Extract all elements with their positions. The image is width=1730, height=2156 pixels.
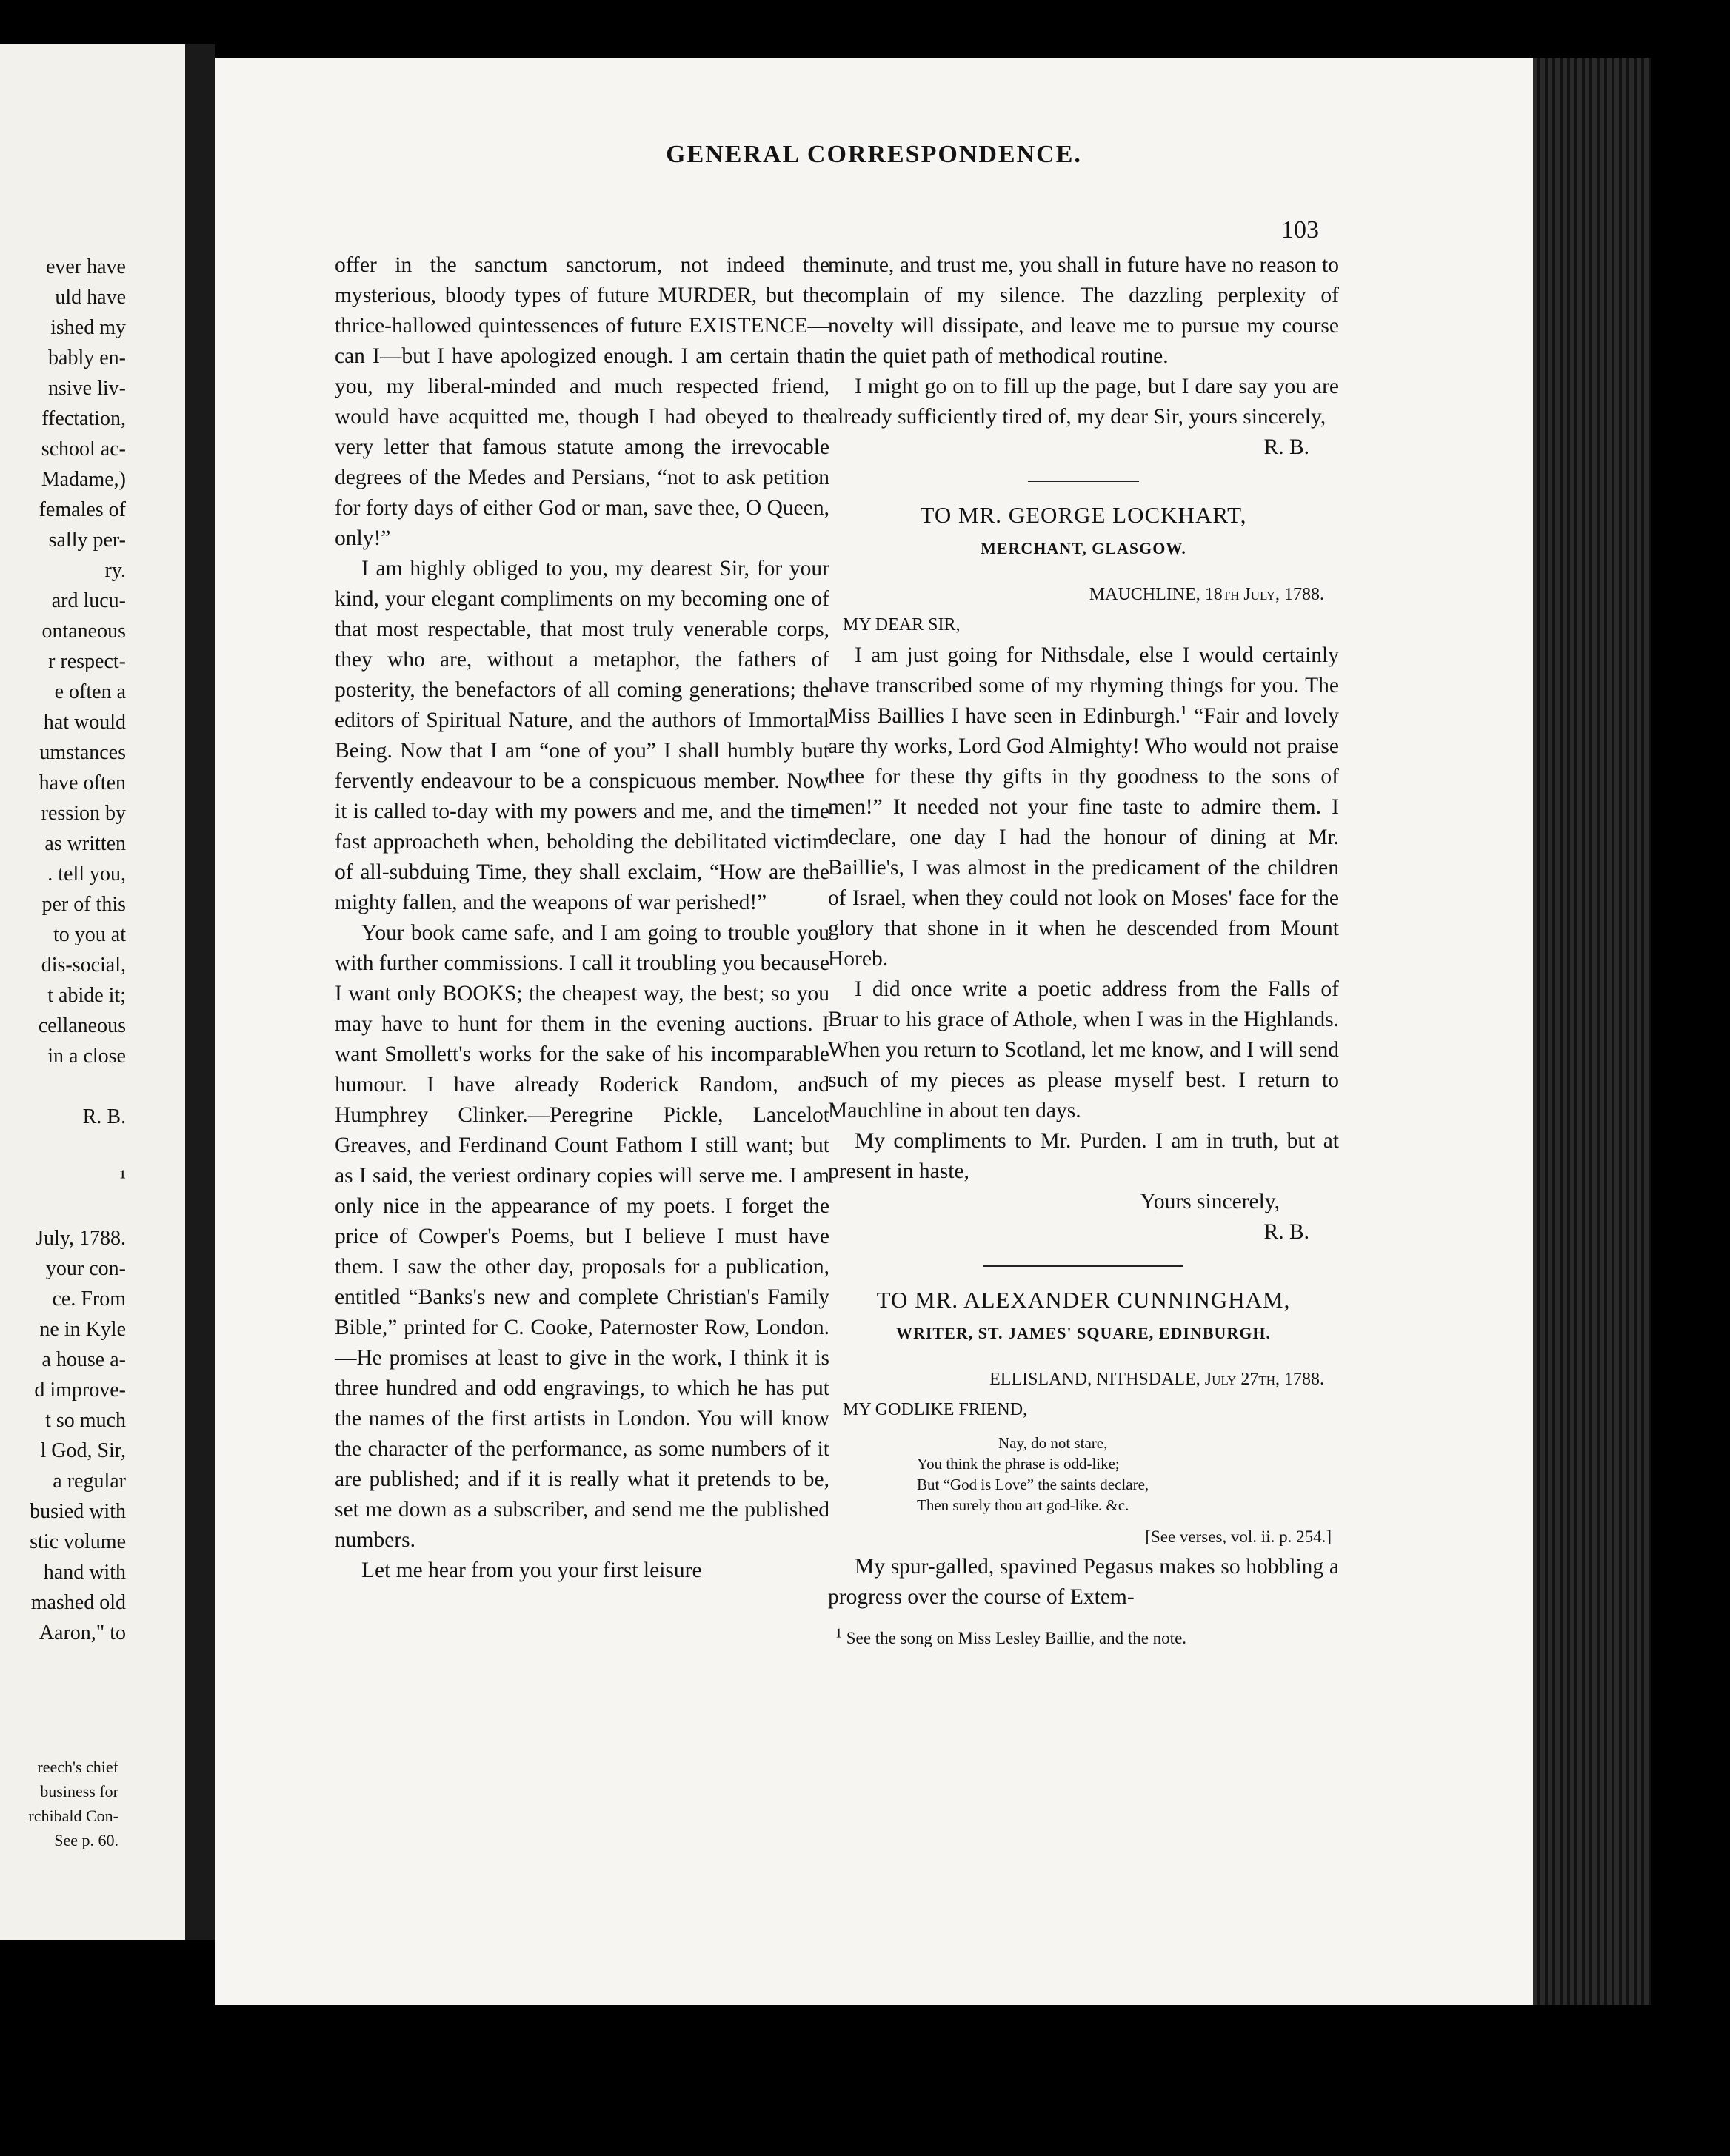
- facing-page-line: cellaneous: [38, 1014, 126, 1037]
- section-rule: [1028, 481, 1139, 482]
- facing-page-line: stic volume: [30, 1530, 126, 1553]
- footnote-number: 1: [835, 1625, 842, 1641]
- left-paragraph-2: I am highly obliged to you, my dearest Sir, for your kind, your elegant compliments on my becoming one of that most respectable, that most truly venerable corps, they who are, without a metaphor, the fathers of posterity, the benefactors of all coming generations; the editors of Spiritual Nature, and the authors of Immortal Being. Now that I am “one of you” I shall humbly but fervently endeavour to be a conspicuous member. Now it is called to-day with my powers and me, and the time fast approacheth when, beholding the debilitated victim of all-subduing Time, they shall exclaim, “How are the mighty fallen, and the weapons of war perished!”: [335, 557, 829, 914]
- facing-page-line: ce. From: [52, 1288, 126, 1310]
- dateline-cunningham: ELLISLAND, NITHSDALE, July 27th, 1788.: [989, 1370, 1324, 1389]
- facing-page-line: ffectation,: [41, 407, 126, 430]
- lockhart-paragraph-2: I did once write a poetic address from the Falls of Bruar to his grace of Athole, when I was in the Highlands. When you return to Scotland, let me know, and I will send such of my pieces as please myself best. I return to Mauchline in about ten days.: [828, 977, 1339, 1122]
- facing-page-line: mashed old: [30, 1591, 126, 1614]
- verse-reference: [See verses, vol. ii. p. 254.]: [1145, 1527, 1332, 1546]
- signature-rb-2: R. B.: [1263, 1220, 1309, 1244]
- facing-page-line: l God, Sir,: [40, 1439, 126, 1462]
- facing-page-line: females of: [39, 498, 126, 521]
- page-edges: [1533, 58, 1651, 2005]
- facing-page-line: ever have: [45, 255, 126, 278]
- facing-page-line: ontaneous: [41, 620, 126, 643]
- facing-page-footnote-line: See p. 60.: [54, 1831, 118, 1849]
- section-rule-2: [983, 1265, 1183, 1267]
- facing-page-line: ished my: [50, 316, 126, 339]
- facing-page-footnote-line: rchibald Con-: [28, 1807, 118, 1825]
- right-column: [828, 250, 1339, 1653]
- facing-page-line: busied with: [30, 1500, 126, 1523]
- facing-page-line: hand with: [43, 1561, 126, 1584]
- facing-page-footnote-line: business for: [40, 1782, 118, 1801]
- facing-page-line: . tell you,: [47, 863, 126, 886]
- facing-page-line: nsive liv-: [48, 377, 126, 400]
- letter-heading-lockhart: TO MR. GEORGE LOCKHART,: [920, 502, 1247, 528]
- facing-page-line: your con-: [45, 1257, 126, 1280]
- facing-page-line: umstances: [39, 741, 126, 764]
- lockhart-paragraph-3: My compliments to Mr. Purden. I am in truth, but at present in haste,: [828, 1129, 1339, 1183]
- footnote-text: See the song on Miss Lesley Baillie, and the note.: [846, 1629, 1187, 1647]
- book-gutter: [185, 44, 215, 1940]
- facing-page-line: ry.: [104, 559, 126, 582]
- facing-page-line: r respect-: [48, 650, 126, 673]
- verse-line-2: You think the phrase is odd-like;: [917, 1455, 1120, 1473]
- dateline-lockhart: MAUCHLINE, 18th July, 1788.: [1089, 585, 1324, 604]
- facing-page-line: sally per-: [48, 529, 126, 552]
- facing-page-line: ¹: [119, 1166, 126, 1189]
- page-footnote: [828, 1623, 1339, 1653]
- salutation-lockhart: MY DEAR SIR,: [843, 615, 961, 635]
- closing-lockhart: Yours sincerely,: [1140, 1190, 1280, 1213]
- facing-page-line: to you at: [53, 923, 126, 946]
- facing-page-line: school ac-: [41, 438, 126, 461]
- signature-rb-1: R. B.: [1263, 435, 1309, 459]
- left-column: [335, 250, 829, 1586]
- letter-heading-cunningham: TO MR. ALEXANDER CUNNINGHAM,: [876, 1287, 1291, 1313]
- footnote-marker: 1: [1180, 703, 1187, 718]
- facing-page-line: bably en-: [48, 346, 126, 369]
- facing-page-line: per of this: [41, 893, 126, 916]
- facing-page-line: ne in Kyle: [39, 1318, 126, 1341]
- facing-page-line: d improve-: [34, 1379, 126, 1402]
- verse-block: [917, 1433, 1339, 1516]
- letter-subheading-lockhart: MERCHANT, GLASGOW.: [981, 539, 1186, 558]
- facing-page-line: as written: [44, 832, 126, 855]
- lockhart-paragraph-1-text: I am just going for Nithsdale, else I would certainly have transcribed some of my rhyming things for you. The Miss Baillies I have seen in Edinburgh.: [828, 643, 1339, 728]
- facing-page-footnote-line: reech's chief: [37, 1758, 118, 1776]
- right-continuation-2: I might go on to fill up the page, but I dare say you are already sufficiently tired of, my dear Sir, yours sincerely,: [828, 375, 1339, 429]
- facing-page-line: July, 1788.: [36, 1227, 126, 1250]
- facing-page-line: in a close: [47, 1045, 126, 1068]
- page-number: 103: [1281, 216, 1319, 244]
- facing-page-fragment: [0, 44, 185, 1940]
- left-paragraph-1: offer in the sanctum sanctorum, not indeed the mysterious, bloody types of future MURDER, but the thrice-hallowed quintessences of future EXISTENCE—can I—but I have apologized enough. I am certain that you, my liberal-minded and much respected friend, would have acquitted me, though I had obeyed to the very letter that famous statute among the irrevocable degrees of the Medes and Persians, “not to ask petition for forty days of either God or man, save thee, O Queen, only!”: [335, 253, 829, 550]
- facing-page-line: Aaron," to: [39, 1621, 126, 1644]
- lockhart-paragraph-1: [828, 640, 1339, 974]
- facing-page-line: e often a: [54, 680, 126, 703]
- verse-line-3: But “God is Love” the saints declare,: [917, 1476, 1149, 1493]
- facing-page-line: ression by: [41, 802, 126, 825]
- facing-page-line: R. B.: [82, 1105, 126, 1128]
- facing-page-line: ard lucu-: [51, 589, 126, 612]
- facing-page-line: a regular: [53, 1470, 126, 1493]
- lockhart-paragraph-1-rest: “Fair and lovely are thy works, Lord God Almighty! Who would not praise thee for these thy gifts in thy goodness to the sons of men!” It needed not your fine taste to admire them. I declare, one day I had the honour of dining at Mr. Baillie's, I was almost in the predicament of the children of Israel, when they could not look on Moses' face for the glory that shone in it when he descended from Mount Horeb.: [828, 704, 1339, 971]
- facing-page-line: a house a-: [41, 1348, 126, 1371]
- cunningham-paragraph-1: My spur-galled, spavined Pegasus makes so hobbling a progress over the course of Extem-: [828, 1555, 1339, 1609]
- facing-page-line: t so much: [45, 1409, 126, 1432]
- salutation-cunningham: MY GODLIKE FRIEND,: [843, 1400, 1028, 1419]
- facing-page-line: Madame,): [41, 468, 126, 491]
- verse-line-4: Then surely thou art god-like. &c.: [917, 1496, 1129, 1514]
- facing-page-line: have often: [39, 771, 126, 794]
- letter-subheading-cunningham: WRITER, ST. JAMES' SQUARE, EDINBURGH.: [895, 1324, 1271, 1342]
- right-continuation-1: minute, and trust me, you shall in future have no reason to complain of my silence. The dazzling perplexity of novelty will dissipate, and leave me to pursue my course in the quiet path of methodical routine.: [828, 253, 1339, 368]
- facing-page-line: uld have: [55, 286, 126, 309]
- facing-page-line: t abide it;: [47, 984, 126, 1007]
- facing-page-line: dis-social,: [41, 954, 126, 977]
- facing-page-line: hat would: [43, 711, 126, 734]
- left-paragraph-3: Your book came safe, and I am going to trouble you with further commissions. I call it troubling you because I want only BOOKS; the cheapest way, the best; so you may have to hunt for them in the evening auctions. I want Smollett's works for the sake of his incomparable humour. I have already Roderick Random, and Humphrey Clinker.—Peregrine Pickle, Lancelot Greaves, and Ferdinand Count Fathom I still want; but as I said, the veriest ordinary copies will serve me. I am only nice in the appearance of my poets. I forget the price of Cowper's Poems, but I believe I must have them. I saw the other day, proposals for a publication, entitled “Banks's new and complete Christian's Family Bible,” printed for C. Cooke, Paternoster Row, London.—He promises at least to give in the work, I think it is three hundred and odd engravings, to which he has put the names of the first artists in London. You will know the character of the performance, as some numbers of it are published; and if it is really what it pretends to be, set me down as a subscriber, and send me the published numbers.: [335, 921, 829, 1552]
- left-paragraph-4: Let me hear from you your first leisure: [361, 1559, 702, 1582]
- running-head: GENERAL CORRESPONDENCE.: [666, 141, 1082, 168]
- verse-line-1: Nay, do not stare,: [998, 1434, 1108, 1452]
